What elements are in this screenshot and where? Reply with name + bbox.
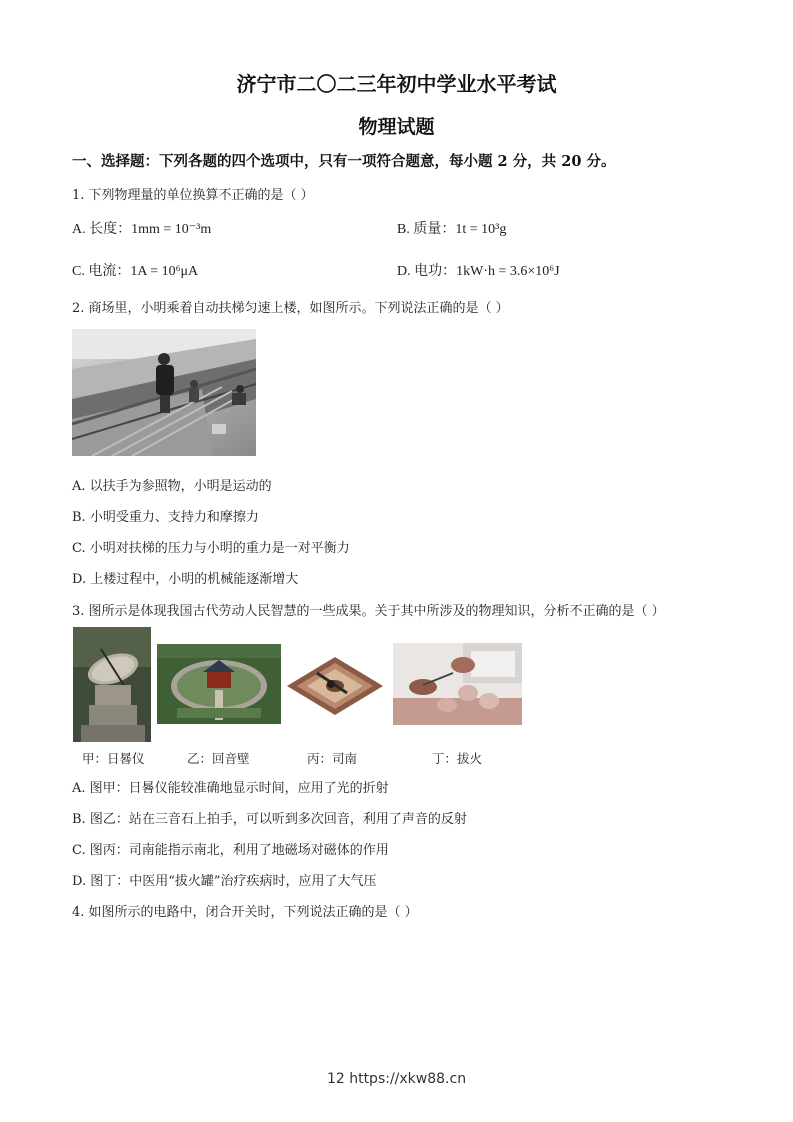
cupping-photo	[393, 643, 522, 725]
q3-option-d: D. 图丁：中医用“拔火罐”治疗疾病时，应用了大气压	[72, 874, 377, 889]
q3-stem: 3. 图所示是体现我国古代劳动人民智慧的一些成果。关于其中所涉及的物理知识，分析不正确的是（ ）	[72, 604, 665, 619]
q1-option-d: D. 电功：1kW·h = 3.6×10⁶J	[397, 264, 560, 279]
section-heading: 一、选择题：下列各题的四个选项中，只有一项符合题意，每小题 2 分，共 20 分。	[72, 153, 616, 170]
q3-option-a: A. 图甲：日晷仪能较准确地显示时间，应用了光的折射	[72, 781, 389, 796]
q1-stem: 1. 下列物理量的单位换算不正确的是（ ）	[72, 188, 314, 203]
caption-bing: 丙：司南	[307, 751, 358, 766]
q1-option-b: B. 质量：1t = 10³g	[397, 222, 507, 237]
page-footer: 12 https://xkw88.cn	[326, 1071, 467, 1087]
sinan-compass-photo	[285, 655, 385, 717]
exam-title: 济宁市二〇二三年初中学业水平考试	[236, 72, 557, 96]
caption-ding: 丁：拔火	[432, 751, 483, 766]
q1-option-a: A. 长度：1mm = 10⁻³m	[72, 222, 212, 237]
q4-stem: 4. 如图所示的电路中，闭合开关时，下列说法正确的是（ ）	[72, 905, 418, 920]
q2-option-b: B. 小明受重力、支持力和摩擦力	[72, 510, 259, 525]
q1-option-c: C. 电流：1A = 10⁶μA	[72, 264, 199, 279]
caption-yi: 乙：回音壁	[187, 751, 250, 766]
escalator-photo	[72, 329, 256, 456]
q2-stem: 2. 商场里，小明乘着自动扶梯匀速上楼，如图所示。下列说法正确的是（ ）	[72, 301, 509, 316]
q3-option-c: C. 图丙：司南能指示南北，利用了地磁场对磁体的作用	[72, 843, 389, 858]
q2-option-d: D. 上楼过程中，小明的机械能逐渐增大	[72, 572, 299, 587]
sundial-photo	[73, 627, 151, 742]
q2-option-c: C. 小明对扶梯的压力与小明的重力是一对平衡力	[72, 541, 350, 556]
exam-subtitle: 物理试题	[358, 116, 435, 138]
q2-option-a: A. 以扶手为参照物，小明是运动的	[72, 479, 272, 494]
echo-wall-photo	[157, 644, 281, 724]
caption-jia: 甲：日晷仪	[82, 751, 145, 766]
q3-option-b: B. 图乙：站在三音石上拍手，可以听到多次回音，利用了声音的反射	[72, 812, 467, 827]
